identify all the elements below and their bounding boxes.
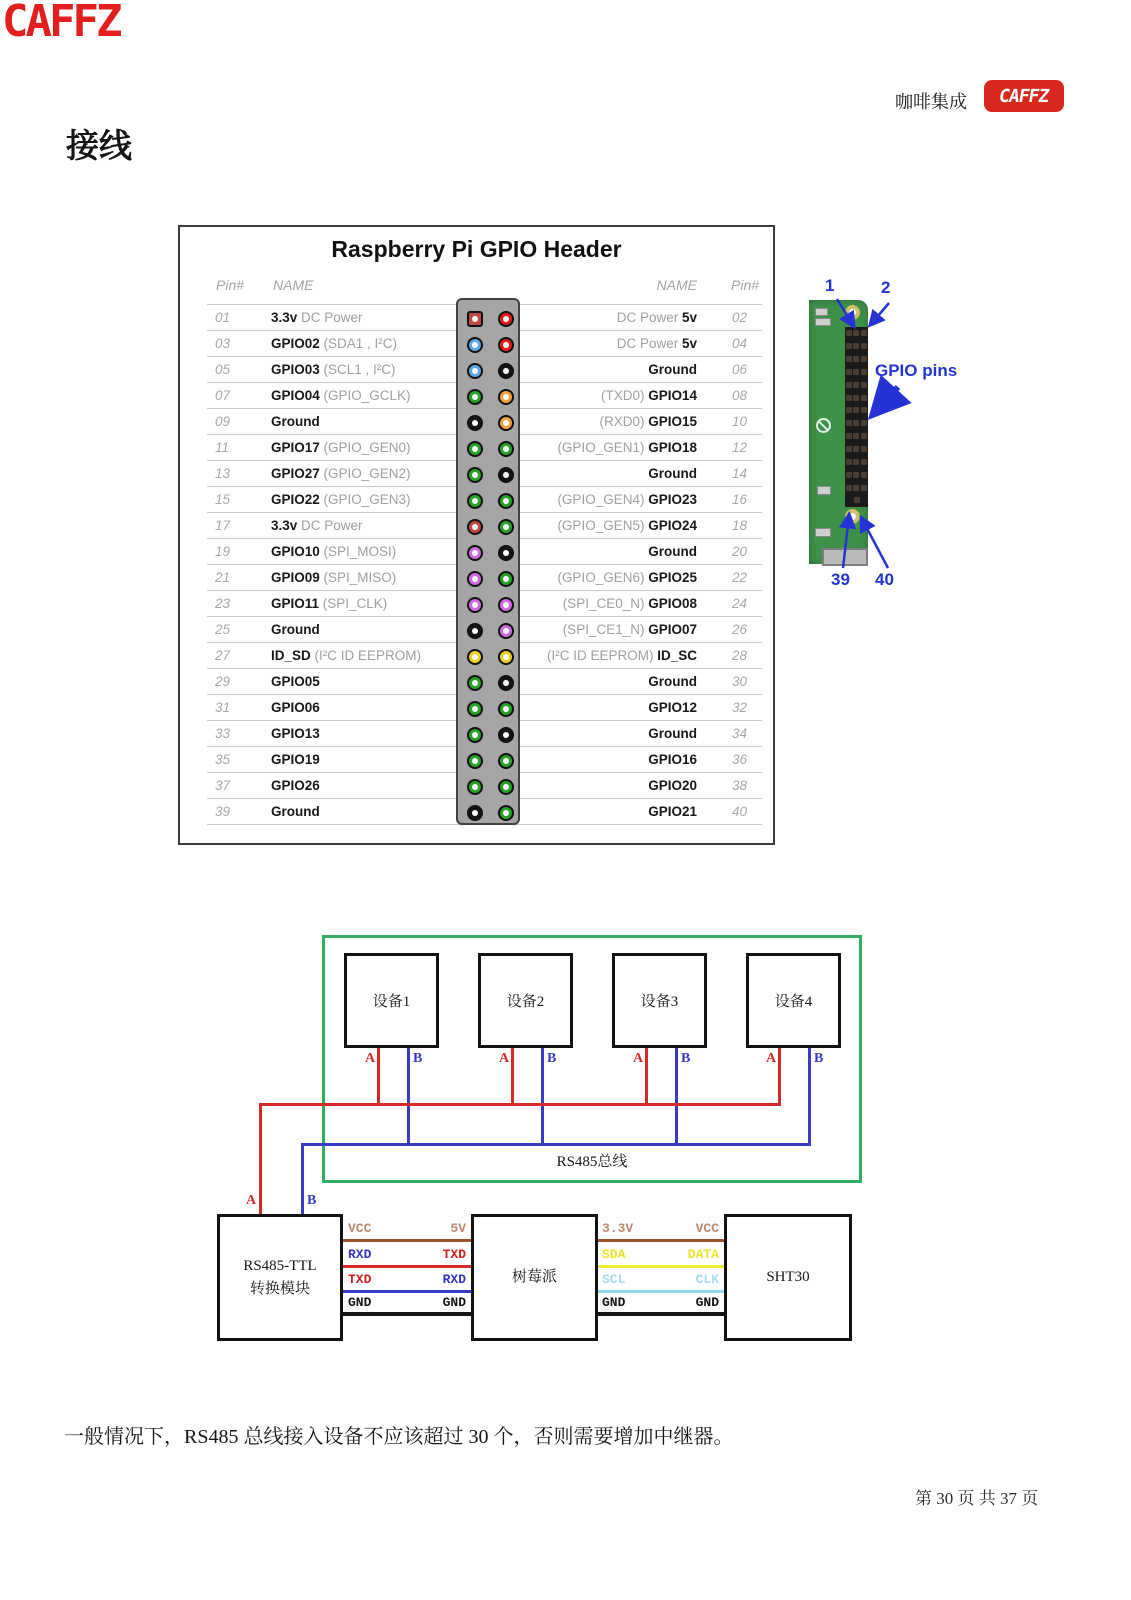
pin-center-dot: [503, 654, 509, 660]
pin-number-right: 14: [732, 466, 748, 481]
device-label: 设备4: [774, 994, 813, 1010]
line-b-label: B: [814, 1051, 824, 1066]
wire-label-left: RXD: [348, 1247, 372, 1262]
wire-label-left: GND: [602, 1295, 626, 1310]
pin-name-main: 5v: [681, 336, 697, 351]
wire-a-drop: [778, 1048, 781, 1106]
pin-number-right: 02: [732, 310, 748, 325]
connector-pin-odd: [467, 649, 483, 665]
wire-b-drop: [407, 1048, 410, 1146]
pin-name-main: GPIO04: [271, 388, 320, 403]
pin-center-dot: [503, 810, 509, 816]
module-wire: [343, 1239, 471, 1242]
pin-name-right: [357, 310, 697, 325]
connector-pin-even: [498, 753, 514, 769]
pin-name-note: (GPIO_GEN4): [557, 492, 649, 507]
pin-name-main: GPIO03: [271, 362, 320, 377]
wire-label-right: RXD: [442, 1272, 466, 1287]
pin-number-left: 11: [215, 440, 230, 455]
pin-name-note: (RXD0): [599, 414, 649, 429]
converter-label-line1: RS485-TTL: [243, 1258, 317, 1274]
pin-number-left: 07: [215, 388, 231, 403]
connector-pin-even: [498, 311, 514, 327]
connector-pin-even: [498, 779, 514, 795]
connector-pin-odd: [467, 519, 483, 535]
connector-pin-odd: [467, 753, 483, 769]
line-a-label: A: [499, 1051, 510, 1066]
pin-name-main: Ground: [271, 414, 320, 429]
pin-name-note: (I²C ID EEPROM): [546, 648, 658, 663]
wire-label-right: CLK: [695, 1272, 719, 1287]
connector-pin-even: [498, 545, 514, 561]
pin-name-main: GPIO07: [648, 622, 697, 637]
pin-center-dot: [472, 810, 478, 816]
pin-number-left: 25: [215, 622, 231, 637]
wire-label-right: 5V: [450, 1221, 466, 1236]
pin-number-right: 16: [732, 492, 748, 507]
wire-label-left: 3.3V: [602, 1221, 634, 1236]
converter-b-drop: [301, 1143, 304, 1214]
sht30-label: SHT30: [766, 1269, 810, 1286]
connector-pin-even: [498, 623, 514, 639]
pin-name-right: [357, 518, 697, 533]
gpio-panel-title: Raspberry Pi GPIO Header: [331, 236, 622, 262]
pin-name-main: Ground: [271, 804, 320, 819]
pin-center-dot: [503, 758, 509, 764]
pin-number-right: 38: [732, 778, 748, 793]
connector-pin-odd: [467, 571, 483, 587]
pin-name-right: [357, 570, 697, 585]
connector-pin-even: [498, 675, 514, 691]
pin-number-right: 10: [732, 414, 748, 429]
pin-name-left: [271, 778, 320, 793]
device-box: [612, 953, 707, 1048]
pin-center-dot: [503, 524, 509, 530]
connector-pin-even: [498, 441, 514, 457]
connector-pin-even: [498, 337, 514, 353]
pin-center-dot: [472, 732, 478, 738]
pin-name-note: (GPIO_GEN5): [557, 518, 649, 533]
line-a-label: A: [766, 1051, 777, 1066]
column-header-pin-right: Pin#: [731, 277, 760, 293]
pin-number-right: 32: [732, 700, 748, 715]
pin-name-note: (SPI_CLK): [319, 596, 388, 611]
wire-b-drop: [541, 1048, 544, 1146]
connector-pin-odd: [467, 701, 483, 717]
pin-name-main: GPIO21: [648, 804, 697, 819]
pin-center-dot: [472, 654, 478, 660]
pin-name-note: DC Power: [616, 310, 682, 325]
pin-number-right: 36: [732, 752, 748, 767]
pin-name-right: [357, 388, 697, 403]
footnote-text: 一般情况下，RS485 总线接入设备不应该超过 30 个，否则需要增加中继器。: [64, 1426, 734, 1448]
pin-name-main: GPIO25: [648, 570, 697, 585]
pin-name-note: (GPIO_GEN6): [557, 570, 649, 585]
column-header-name-right: NAME: [656, 277, 697, 293]
connector-pin-odd: [467, 597, 483, 613]
pin-name-main: GPIO10: [271, 544, 320, 559]
annotation-arrows: [795, 258, 1020, 608]
pin-number-right: 24: [732, 596, 748, 611]
pin-name-main: GPIO06: [271, 700, 320, 715]
connector-pin-odd: [467, 467, 483, 483]
connector-pin-even: [498, 363, 514, 379]
raspberry-pi-label: 树莓派: [511, 1269, 557, 1286]
pin-name-right: [357, 778, 697, 793]
pin-name-main: Ground: [271, 622, 320, 637]
pin-name-main: 3.3v: [271, 310, 298, 325]
wire-label-right: DATA: [687, 1247, 719, 1262]
pin-number-right: 22: [732, 570, 748, 585]
pin-center-dot: [503, 732, 509, 738]
connector-pin-even: [498, 467, 514, 483]
wire-label-left: TXD: [348, 1272, 372, 1287]
pin-name-main: GPIO24: [648, 518, 697, 533]
pin-name-main: ID_SC: [657, 648, 697, 663]
pin-center-dot: [472, 316, 478, 322]
pin-name-right: [357, 466, 697, 481]
pin-name-right: [357, 362, 697, 377]
connector-pin-odd: [467, 727, 483, 743]
pin-center-dot: [472, 394, 478, 400]
pin-center-dot: [503, 602, 509, 608]
connector-pin-odd: [467, 337, 483, 353]
pin-number-right: 04: [732, 336, 748, 351]
pin-name-left: [271, 700, 320, 715]
pin-name-note: DC Power: [297, 310, 363, 325]
pin-name-right: [357, 752, 697, 767]
pin-name-left: [271, 726, 320, 741]
raspberry-pi-photo: [795, 258, 1020, 608]
pin-name-note: (GPIO_GEN0): [319, 440, 411, 455]
pin-name-note: (GPIO_GEN1): [557, 440, 649, 455]
pin-center-dot: [472, 680, 478, 686]
pin-number-left: 27: [215, 648, 231, 663]
pin-name-main: GPIO09: [271, 570, 320, 585]
company-name: 咖啡集成: [895, 92, 967, 112]
connector-pin-even: [498, 727, 514, 743]
pin-name-right: [357, 336, 697, 351]
connector-pin-even: [498, 597, 514, 613]
pin-name-main: GPIO08: [648, 596, 697, 611]
pin-name-left: [271, 518, 363, 533]
pin-number-right: 28: [732, 648, 748, 663]
page-title: 接线: [66, 129, 132, 165]
column-header-name-left: NAME: [273, 277, 314, 293]
pin-name-main: GPIO02: [271, 336, 320, 351]
pin-center-dot: [503, 316, 509, 322]
pin-number-left: 17: [215, 518, 231, 533]
module-wire: [343, 1265, 471, 1268]
pin-name-right: [357, 726, 697, 741]
pin-name-note: (SDA1 , I²C): [319, 336, 398, 351]
column-header-pin-left: Pin#: [216, 277, 245, 293]
pin-center-dot: [472, 576, 478, 582]
pin-name-note: (GPIO_GEN2): [319, 466, 411, 481]
pin-number-left: 21: [215, 570, 231, 585]
pin-name-note: (SPI_CE0_N): [562, 596, 649, 611]
device-box: [478, 953, 573, 1048]
pin-number-right: 18: [732, 518, 748, 533]
connector-pin-odd: [467, 311, 483, 327]
connector-pin-odd: [467, 389, 483, 405]
pin-name-note: (SPI_MISO): [319, 570, 397, 585]
rs485-a-bus: [259, 1103, 781, 1106]
wire-label-right: GND: [442, 1295, 466, 1310]
connector-pin-odd: [467, 805, 483, 821]
pin-center-dot: [503, 446, 509, 452]
module-wire: [343, 1290, 471, 1293]
page-number: 第 30 页 共 37 页: [915, 1489, 1039, 1508]
pin-center-dot: [472, 368, 478, 374]
wire-label-left: VCC: [348, 1221, 372, 1236]
pin-number-right: 06: [732, 362, 748, 377]
pin-center-dot: [472, 498, 478, 504]
line-a-label: A: [365, 1051, 376, 1066]
pin-name-left: [271, 674, 320, 689]
pin2-annotation: 2: [881, 278, 891, 297]
module-wire: [597, 1290, 724, 1293]
pin-number-right: 26: [732, 622, 748, 637]
pin-center-dot: [472, 550, 478, 556]
device-label: 设备2: [506, 994, 545, 1010]
pin-name-left: [271, 622, 320, 637]
pin-center-dot: [503, 498, 509, 504]
pin-name-main: Ground: [648, 466, 697, 481]
pin39-annotation: 39: [831, 570, 850, 589]
module-wire: [343, 1312, 471, 1316]
pin-name-main: GPIO27: [271, 466, 320, 481]
pin-center-dot: [472, 342, 478, 348]
pin-name-right: [357, 492, 697, 507]
pin-name-main: 3.3v: [271, 518, 298, 533]
pin-center-dot: [472, 420, 478, 426]
pin-center-dot: [503, 628, 509, 634]
pin-name-main: Ground: [648, 544, 697, 559]
connector-pin-even: [498, 701, 514, 717]
wire-a-drop: [511, 1048, 514, 1106]
pin-number-left: 39: [215, 804, 231, 819]
connector-pin-even: [498, 519, 514, 535]
connector-pin-odd: [467, 675, 483, 691]
pin-name-main: GPIO20: [648, 778, 697, 793]
pin-number-right: 12: [732, 440, 748, 455]
converter-b-label: B: [307, 1193, 317, 1208]
wire-b-drop: [675, 1048, 678, 1146]
pin-name-right: [357, 622, 697, 637]
connector-pin-odd: [467, 415, 483, 431]
pin-name-note: (TXD0): [600, 388, 649, 403]
connector-pin-even: [498, 805, 514, 821]
wire-label-right: GND: [695, 1295, 719, 1310]
pin-name-right: [357, 414, 697, 429]
converter-a-drop: [259, 1103, 262, 1214]
pin-center-dot: [503, 342, 509, 348]
pin-number-left: 13: [215, 466, 231, 481]
pin-name-note: (GPIO_GCLK): [319, 388, 411, 403]
connector-pin-even: [498, 649, 514, 665]
line-b-label: B: [681, 1051, 691, 1066]
pin-name-main: GPIO13: [271, 726, 320, 741]
converter-label-line2: 转换模块: [249, 1280, 310, 1297]
wire-label-left: SDA: [602, 1247, 626, 1262]
pin-name-main: GPIO23: [648, 492, 697, 507]
pin-name-left: [271, 310, 363, 325]
pin-name-right: [357, 596, 697, 611]
pin-name-main: GPIO19: [271, 752, 320, 767]
gpio-connector-graphic: [456, 298, 520, 825]
connector-pin-odd: [467, 493, 483, 509]
pin-name-main: Ground: [648, 362, 697, 377]
rs485-ttl-module-box: [217, 1214, 343, 1341]
line-a-label: A: [633, 1051, 644, 1066]
pin-name-right: [357, 440, 697, 455]
wire-a-drop: [377, 1048, 380, 1106]
pin-center-dot: [503, 472, 509, 478]
pin-center-dot: [503, 394, 509, 400]
pin-center-dot: [503, 706, 509, 712]
pin-number-left: 31: [215, 700, 231, 715]
caffz-badge: [984, 80, 1064, 112]
pin-center-dot: [472, 524, 478, 530]
pin-name-right: [357, 544, 697, 559]
pin-name-main: GPIO18: [648, 440, 697, 455]
converter-a-label: A: [246, 1193, 257, 1208]
pin-center-dot: [472, 706, 478, 712]
pin-name-main: GPIO14: [648, 388, 697, 403]
pin-name-note: (I²C ID EEPROM): [310, 648, 422, 663]
pin-center-dot: [503, 550, 509, 556]
caffz-logo-text: CAFFZ: [2, 0, 120, 47]
pin-number-left: 35: [215, 752, 231, 767]
pin-name-note: (SCL1 , I²C): [319, 362, 396, 377]
pin-name-main: GPIO26: [271, 778, 320, 793]
pin-name-main: ID_SD: [271, 648, 311, 663]
device-box: [344, 953, 439, 1048]
caffz-badge-text: CAFFZ: [997, 85, 1051, 107]
pin-number-right: 34: [732, 726, 748, 741]
connector-pin-even: [498, 493, 514, 509]
pin-number-left: 09: [215, 414, 231, 429]
pin-number-left: 15: [215, 492, 231, 507]
pin-name-main: GPIO11: [271, 596, 320, 611]
pin-number-left: 03: [215, 336, 231, 351]
pin-number-left: 37: [215, 778, 231, 793]
pin-name-main: GPIO16: [648, 752, 697, 767]
line-b-label: B: [413, 1051, 423, 1066]
pin-center-dot: [472, 446, 478, 452]
pin-center-dot: [503, 368, 509, 374]
pin-name-note: DC Power: [297, 518, 363, 533]
pin-number-right: 30: [732, 674, 748, 689]
pin-name-main: Ground: [648, 726, 697, 741]
pin-name-left: [271, 804, 320, 819]
pin-number-left: 19: [215, 544, 231, 559]
module-wire: [597, 1265, 724, 1268]
device-label: 设备1: [372, 994, 411, 1010]
connector-pin-odd: [467, 623, 483, 639]
pin-name-right: [357, 700, 697, 715]
wire-label-right: VCC: [695, 1221, 719, 1236]
connector-pin-even: [498, 415, 514, 431]
pin-name-note: (SPI_CE1_N): [562, 622, 649, 637]
connector-pin-odd: [467, 441, 483, 457]
pin-name-main: GPIO17: [271, 440, 320, 455]
connector-pin-odd: [467, 545, 483, 561]
pin-name-left: [271, 752, 320, 767]
rs485-bus-label: RS485总线: [556, 1154, 628, 1170]
pin-center-dot: [472, 628, 478, 634]
line-b-label: B: [547, 1051, 557, 1066]
connector-pin-even: [498, 389, 514, 405]
pin-center-dot: [472, 758, 478, 764]
pin-number-left: 23: [215, 596, 231, 611]
rs485-b-bus: [301, 1143, 811, 1146]
connector-pin-odd: [467, 363, 483, 379]
pin-center-dot: [472, 472, 478, 478]
pin-name-right: [357, 804, 697, 819]
pin-number-left: 33: [215, 726, 231, 741]
pin-name-note: DC Power: [616, 336, 682, 351]
pin-number-right: 20: [732, 544, 748, 559]
connector-pin-even: [498, 571, 514, 587]
pin-center-dot: [503, 784, 509, 790]
module-wire: [597, 1312, 724, 1316]
pin-name-right: [357, 674, 697, 689]
wire-a-drop: [645, 1048, 648, 1106]
pin-number-left: 29: [215, 674, 231, 689]
pin-number-right: 08: [732, 388, 748, 403]
pin-number-left: 05: [215, 362, 231, 377]
pin-name-note: (SPI_MOSI): [319, 544, 397, 559]
device-box: [746, 953, 841, 1048]
raspberry-pi-box: [471, 1214, 598, 1341]
pin-name-main: GPIO22: [271, 492, 320, 507]
wire-label-right: TXD: [442, 1247, 466, 1262]
sht30-box: [724, 1214, 852, 1341]
pin-name-right: [357, 648, 697, 663]
pin-name-left: [271, 414, 320, 429]
pin40-annotation: 40: [875, 570, 894, 589]
pin-number-left: 01: [215, 310, 231, 325]
wire-label-left: GND: [348, 1295, 372, 1310]
pin-center-dot: [503, 680, 509, 686]
pin-name-main: Ground: [648, 674, 697, 689]
wire-label-left: SCL: [602, 1272, 626, 1287]
pin-center-dot: [472, 784, 478, 790]
connector-pin-odd: [467, 779, 483, 795]
gpio-header-panel: [178, 225, 775, 845]
device-label: 设备3: [640, 994, 679, 1010]
wire-b-drop: [808, 1048, 811, 1146]
pin1-annotation: 1: [825, 276, 835, 295]
pin-center-dot: [503, 576, 509, 582]
pin-name-main: GPIO15: [648, 414, 697, 429]
pin-name-main: GPIO12: [648, 700, 697, 715]
pin-name-main: GPIO05: [271, 674, 320, 689]
pin-name-main: 5v: [681, 310, 697, 325]
module-wire: [597, 1239, 724, 1242]
pin-name-note: (GPIO_GEN3): [319, 492, 411, 507]
gpio-pins-annotation: GPIO pins: [875, 361, 958, 380]
pin-center-dot: [472, 602, 478, 608]
pin-center-dot: [503, 420, 509, 426]
pin-number-right: 40: [732, 804, 748, 819]
